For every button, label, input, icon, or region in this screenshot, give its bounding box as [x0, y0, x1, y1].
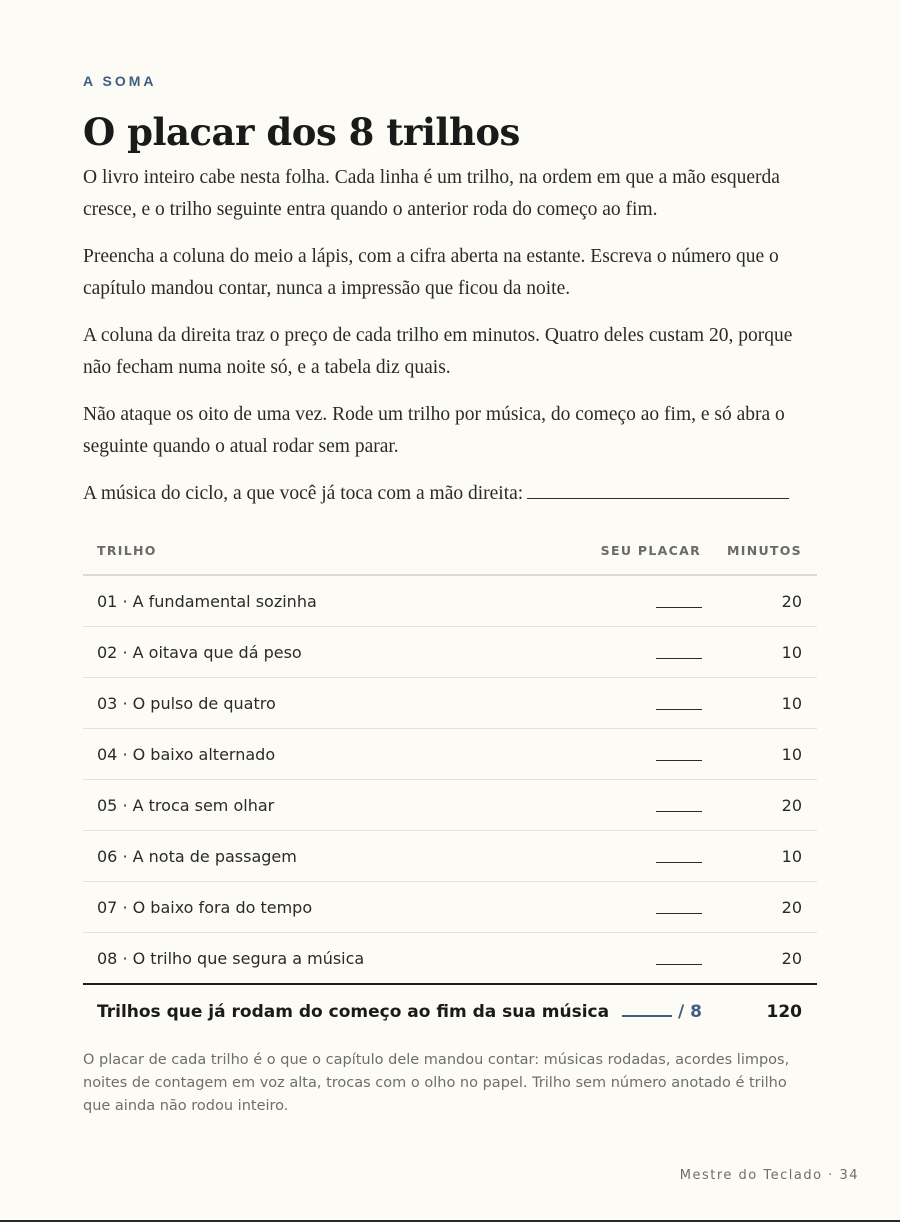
- track-name: 06 · A nota de passagem: [97, 847, 297, 866]
- table-row: [83, 576, 817, 627]
- page-footer: Mestre do Teclado · 34: [679, 1168, 859, 1183]
- song-prompt-text: A música do ciclo, a que você já toca com a mão direita:: [83, 483, 524, 504]
- table-row: [83, 882, 817, 933]
- intro-paragraph-4: Não ataque os oito de uma vez. Rode um trilho por música, do começo ao fim, e só abra o seguinte quando o atual rodar sem parar.: [83, 404, 785, 457]
- track-name: 08 · O trilho que segura a música: [97, 949, 365, 968]
- table-row: [83, 831, 817, 882]
- total-row: [83, 985, 817, 1037]
- track-minutes: 20: [781, 949, 802, 968]
- scoreboard-table: [83, 528, 817, 1037]
- track-name: 04 · O baixo alternado: [97, 745, 276, 764]
- track-minutes: 20: [781, 898, 802, 917]
- total-score-blank: [622, 1014, 672, 1017]
- page-title: O placar dos 8 trilhos: [83, 110, 520, 154]
- score-blank: [656, 760, 702, 761]
- score-blank: [656, 964, 702, 965]
- total-score-suffix: / 8: [678, 1002, 702, 1022]
- footnote: O placar de cada trilho é o que o capítulo dele mandou contar: músicas rodadas, acordes limpos, noites de contagem em voz alta, trocas com o olho no papel. Trilho sem número anotado é trilho que ainda não rodou inteiro.: [83, 1052, 790, 1114]
- header-seu-placar: SEU PLACAR: [600, 543, 701, 558]
- song-prompt: [83, 478, 817, 510]
- score-blank: [656, 709, 702, 710]
- score-blank: [656, 607, 702, 608]
- track-minutes: 10: [781, 643, 802, 662]
- table-header: [83, 528, 817, 576]
- table-row: [83, 933, 817, 985]
- header-minutos: MINUTOS: [727, 543, 802, 558]
- total-label: Trilhos que já rodam do começo ao fim da sua música: [97, 1002, 610, 1022]
- section-label: A SOMA: [83, 73, 157, 89]
- track-name: 07 · O baixo fora do tempo: [97, 898, 313, 917]
- track-minutes: 10: [781, 694, 802, 713]
- intro-paragraph-1: O livro inteiro cabe nesta folha. Cada linha é um trilho, na ordem em que a mão esquerda cresce, e o trilho seguinte entra quando o anterior roda do começo ao fim.: [83, 167, 780, 220]
- song-fill-in-line: [527, 497, 789, 499]
- score-blank: [656, 658, 702, 659]
- table-row: [83, 627, 817, 678]
- total-score: [622, 1002, 702, 1022]
- intro-paragraph-3: A coluna da direita traz o preço de cada trilho em minutos. Quatro deles custam 20, porque não fecham numa noite só, e a tabela diz quais.: [83, 325, 793, 378]
- track-name: 02 · A oitava que dá peso: [97, 643, 302, 662]
- intro-paragraph-2: Preencha a coluna do meio a lápis, com a cifra aberta na estante. Escreva o número que o capítulo mandou contar, nunca a impressão que ficou da noite.: [83, 246, 779, 299]
- score-blank: [656, 862, 702, 863]
- track-name: 01 · A fundamental sozinha: [97, 592, 317, 611]
- track-minutes: 10: [781, 745, 802, 764]
- table-row: [83, 678, 817, 729]
- track-minutes: 10: [781, 847, 802, 866]
- header-trilho: TRILHO: [97, 543, 157, 558]
- track-minutes: 20: [781, 592, 802, 611]
- track-name: 03 · O pulso de quatro: [97, 694, 276, 713]
- score-blank: [656, 811, 702, 812]
- score-blank: [656, 913, 702, 914]
- track-minutes: 20: [781, 796, 802, 815]
- track-name: 05 · A troca sem olhar: [97, 796, 275, 815]
- total-minutes: 120: [766, 1002, 802, 1022]
- table-row: [83, 729, 817, 780]
- table-row: [83, 780, 817, 831]
